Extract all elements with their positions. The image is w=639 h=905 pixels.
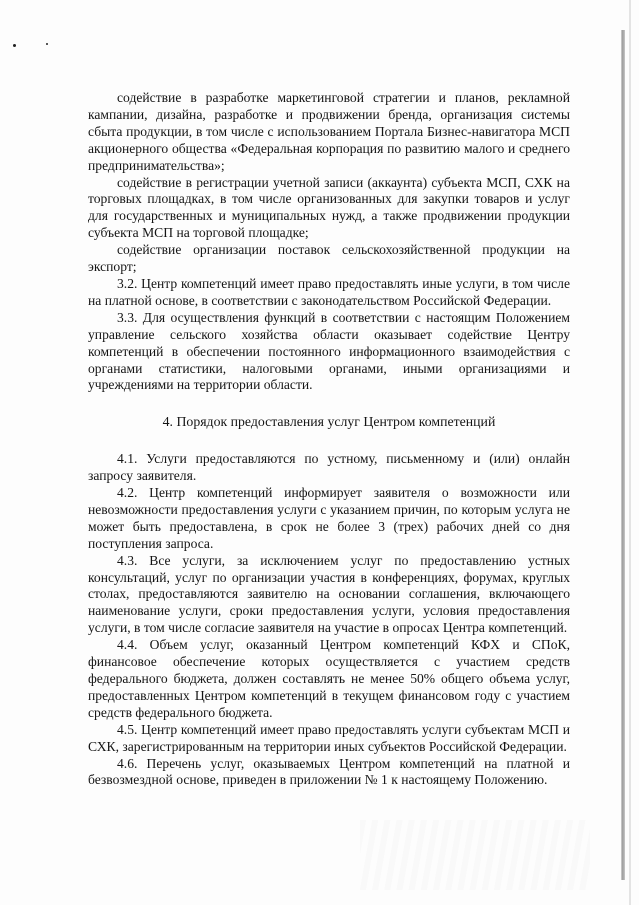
paragraph: 4.2. Центр компетенций информирует заявителя о возможности или невозможности предоставления услуги с указанием причин, по которым услуга не может быть предоставлена, в срок не более 3 (трех) рабочих дней со дня поступления запроса. <box>88 485 570 551</box>
document-body <box>88 90 570 789</box>
paragraph: содействие организации поставок сельскохозяйственной продукции на экспорт; <box>88 242 570 275</box>
paragraph: 4.4. Объем услуг, оказанный Центром компетенций КФХ и СПоК, финансовое обеспечение которых осуществляется с участием средств федерального бюджета, должен составлять не менее 50% общего объема услуг, предоставленных Центром компетенций в текущем финансовом году с участием средств федерального бюджета. <box>88 637 570 720</box>
paragraph: 4.3. Все услуги, за исключением услуг по предоставлению устных консультаций, услуг по организации участия в конференциях, форумах, круглых столах, предоставляются заявителю на основании соглашения, включающего наименование услуги, сроки предоставления услуги, условия предоставления услуги, в том числе согласие заявителя на участие в опросах Центра компетенций. <box>88 552 570 636</box>
scan-shadow-edge <box>629 0 631 905</box>
paragraph: 4.5. Центр компетенций имеет право предоставлять услуги субъектам МСП и СХК, зарегистрированным на территории иных субъектов Российской Федерации. <box>88 721 570 754</box>
paragraph: 3.2. Центр компетенций имеет право предоставлять иные услуги, в том числе на платной основе, в соответствии с законодательством Российской Федерации. <box>88 275 570 308</box>
scan-speck <box>46 43 48 45</box>
section-heading: 4. Порядок предоставления услуг Центром компетенций <box>162 414 496 430</box>
paragraph: 4.6. Перечень услуг, оказываемых Центром компетенций на платной и безвозмездной основе, приведен в приложении № 1 к настоящему Положению. <box>88 755 570 788</box>
paragraph: содействие в разработке маркетинговой стратегии и планов, рекламной кампании, дизайна, разработке и продвижении бренда, организация системы сбыта продукции, в том числе с использованием Портала Бизнес-навигатора МСП акционерного общества «Федеральная корпорация по развитию малого и среднего предпринимательства»; <box>88 90 570 173</box>
bleed-through-shading <box>360 820 590 890</box>
scan-shadow-edge <box>621 30 625 880</box>
paragraph: содействие в регистрации учетной записи (аккаунта) субъекта МСП, СХК на торговых площадках, в том числе организованных для закупки товаров и услуг для государственных и муниципальных нужд, а также продвижении продукции субъекта МСП на торговой площадке; <box>88 174 570 241</box>
paragraph: 3.3. Для осуществления функций в соответствии с настоящим Положением управление сельского хозяйства области оказывает содействие Центру компетенций в обеспечении постоянного информационного взаимодействия с органами статистики, налоговыми органами, иными организациями и учреждениями на территории области. <box>88 309 570 393</box>
paragraph: 4.1. Услуги предоставляются по устному, письменному и (или) онлайн запросу заявителя. <box>88 451 570 484</box>
scan-speck <box>13 44 16 47</box>
